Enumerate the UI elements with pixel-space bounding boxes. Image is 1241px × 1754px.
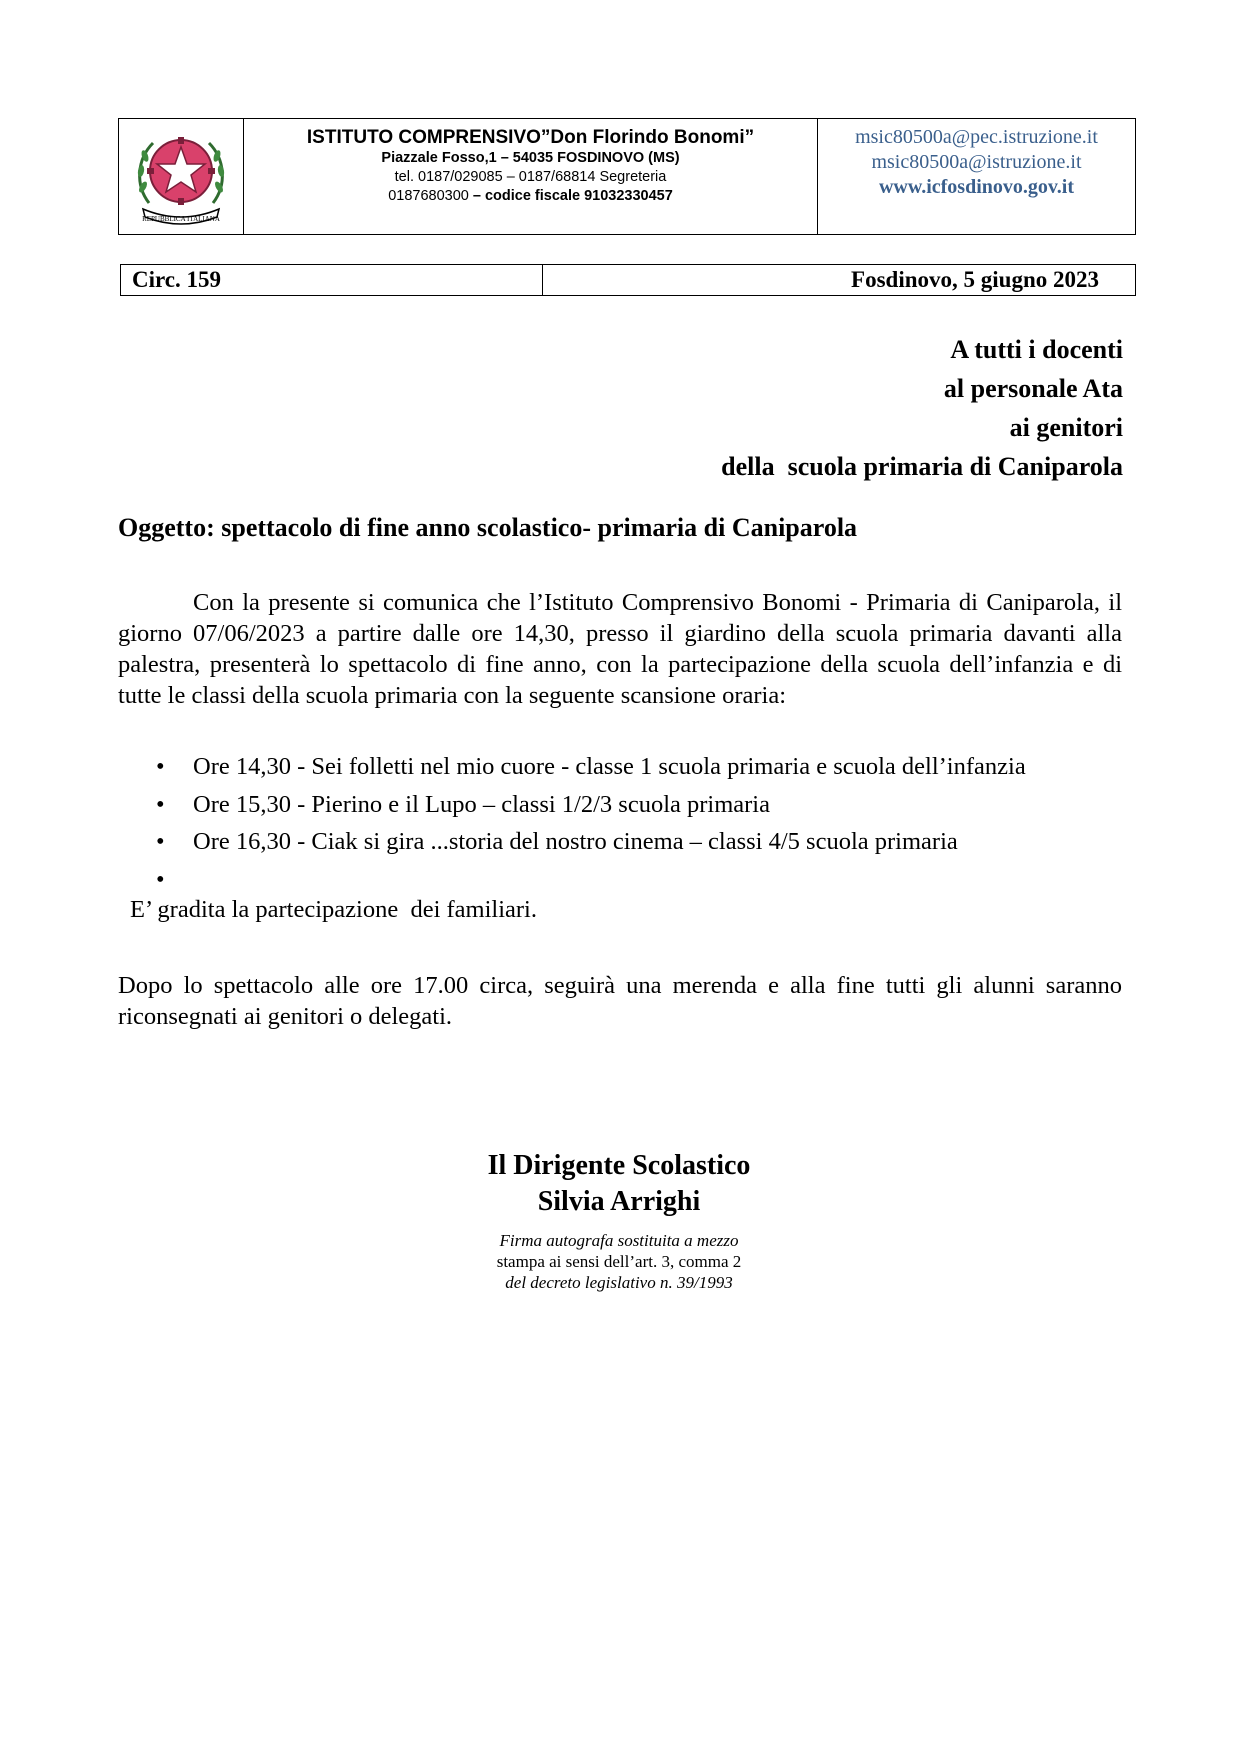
schedule-item [118,823,1128,861]
school-name: ISTITUTO COMPRENSIVO”Don Florindo Bonomi” [306,127,755,148]
fiscal-code: – codice fiscale 91032330457 [472,188,673,204]
recipient-line: al personale Ata [943,374,1123,403]
bullet-icon: • [156,828,165,855]
bullet-icon: • [156,865,165,893]
welcome-note: E’ gradita la partecipazione dei familiari. [130,896,537,923]
school-fax-fiscal [244,187,817,206]
logo-cell [119,119,244,234]
bullet-icon: • [156,790,165,818]
signature-role: Il Dirigente Scolastico [487,1150,751,1181]
recipient-line: ai genitori [1009,413,1123,442]
recipient-line: della scuola primaria di Caniparola [721,452,1123,481]
signature-name: Silvia Arrighi [537,1186,701,1217]
svg-text:REPUBBLICA ITALIANA: REPUBBLICA ITALIANA [142,214,220,223]
italian-republic-emblem-icon [129,125,233,229]
schedule-item-text: Ore 14,30 - Sei folletti nel mio cuore - classe 1 scuola primaria e scuola dell’infanzia [193,753,1026,780]
school-phone: tel. 0187/029085 – 0187/68814 Segreteria [394,169,667,185]
circular-number: Circ. 159 [121,265,543,295]
school-fax: 0187680300 [388,188,469,204]
pec-email-link[interactable]: msic80500a@pec.istruzione.it [855,126,1098,148]
schedule-item-text: Ore 15,30 - Pierino e il Lupo – classi 1/2/3 scuola primaria [193,790,770,818]
recipient-line: A tutti i docenti [950,335,1123,364]
schedule-list [118,748,1128,898]
schedule-item-text: Ore 16,30 - Ciak si gira ...storia del nostro cinema – classi 4/5 scuola primaria [193,828,958,855]
website-link[interactable]: www.icfosdinovo.gov.it [878,176,1075,198]
signature-block [419,1148,819,1293]
recipients [721,330,1123,486]
circular-header [120,264,1136,296]
bullet-icon: • [156,753,165,780]
email-link[interactable]: msic80500a@istruzione.it [871,151,1082,173]
signature-note-line: stampa ai sensi dell’art. 3, comma 2 [496,1252,742,1271]
circular-date: Fosdinovo, 5 giugno 2023 [851,267,1099,292]
schedule-item [118,861,1128,899]
letterhead [118,118,1136,235]
body-paragraph: Con la presente si comunica che l’Istituto Comprensivo Bonomi - Primaria di Caniparola, il giorno 07/06/2023 a partire dalle ore 14,30, presso il giardino della scuola primaria davanti alla palestra, presenterà lo spettacolo di fine anno, con la partecipazione della scuola dell’infanzia e di tutte le classi della scuola primaria con la seguente scansione oraria: [118,589,1122,709]
subject: Oggetto: spettacolo di fine anno scolastico- primaria di Caniparola [118,513,858,542]
contacts [818,119,1135,234]
schedule-item [118,786,1128,824]
schedule-item [118,748,1128,786]
school-address: Piazzale Fosso,1 – 54035 FOSDINOVO (MS) [381,150,680,166]
closing-paragraph: Dopo lo spettacolo alle ore 17.00 circa, seguirà una merenda e alla fine tutti gli alunni saranno riconsegnati ai genitori o delegati. [118,972,1122,1030]
signature-note [419,1230,819,1293]
signature-note-line: del decreto legislativo n. 39/1993 [505,1273,733,1292]
signature-note-line: Firma autografa sostituita a mezzo [499,1231,739,1250]
school-info [244,119,818,234]
